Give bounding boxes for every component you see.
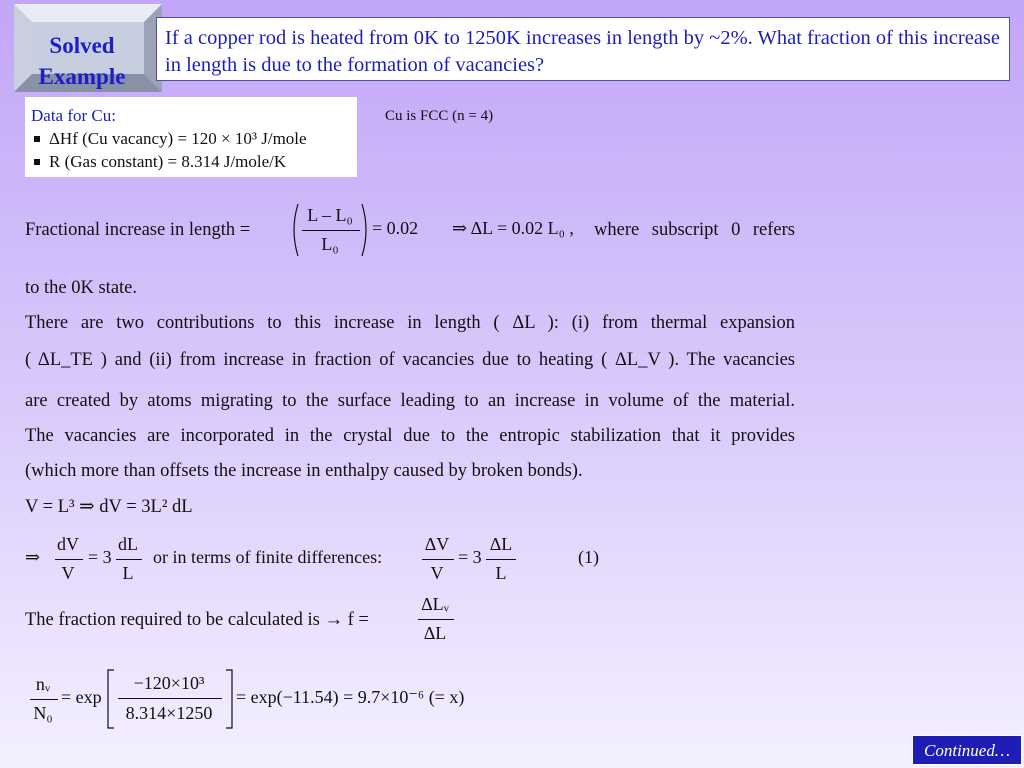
eq1-dv: dV (57, 534, 79, 554)
para-line-5: The vacancies are incorporated in the crystal due to the entropic stabilization that it provides (25, 426, 795, 446)
nv-bar (30, 699, 58, 700)
para-line-3: ( ΔL_TE ) and (ii) from increase in fraction of vacancies due to heating ( ΔL_V ). The vacancies (25, 350, 795, 370)
eq1-bar-3 (422, 559, 454, 560)
nv-inner-denominator: 8.314×1250 (125, 703, 213, 723)
fraction-numerator: ΔLᵥ (421, 594, 449, 614)
data-box (25, 97, 357, 177)
fraction-denominator: ΔL (423, 623, 447, 643)
continued-button[interactable]: Continued… (912, 735, 1022, 765)
nv-numerator: nᵥ (35, 674, 51, 694)
eq1-three: = 3 (88, 547, 112, 567)
eq1-implies: ⇒ (25, 547, 41, 567)
badge-label: Solved Example (38, 33, 126, 89)
nv-result: = exp(−11.54) = 9.7×10⁻⁶ (= x) (236, 687, 465, 707)
frac-inc-bar (302, 230, 360, 231)
data-item-gas-constant: R (Gas constant) = 8.314 J/mole/K (31, 150, 351, 173)
para-line-6: (which more than offsets the increase in enthalpy caused by broken bonds). (25, 461, 583, 481)
eq1-mid-text: or in terms of finite differences: (153, 547, 383, 567)
frac-inc-denominator: L₀ (321, 234, 339, 254)
eq1-bar-1 (55, 559, 83, 560)
eq1-bar-2 (116, 559, 142, 560)
eq1-v2: V (430, 563, 444, 583)
fraction-bar (418, 619, 454, 620)
data-heading: Data for Cu: (31, 106, 116, 125)
nv-inner-numerator: −120×10³ (133, 673, 205, 693)
delta-l-implication: ⇒ ΔL = 0.02 L₀ , (452, 218, 574, 238)
eq1-three-2: = 3 (458, 547, 482, 567)
nv-inner-bar (118, 698, 222, 699)
volume-equation: V = L³ ⇒ dV = 3L² dL (25, 497, 193, 517)
frac-inc-numerator: L – L₀ (307, 205, 353, 225)
para-line-1: to the 0K state. (25, 278, 138, 298)
fraction-label: The fraction required to be calculated is → f = (25, 610, 369, 630)
frac-inc-rhs: = 0.02 (372, 218, 419, 238)
eq1-delta-v: ΔV (424, 534, 450, 554)
question-box: If a copper rod is heated from 0K to 1250K increases in length by ~2%. What fraction of this increase in length is due to the formation of vacancies? (156, 17, 1010, 81)
eq1-number: (1) (578, 547, 599, 567)
para-line-2: There are two contributions to this increase in length ( ΔL ): (i) from thermal expansion (25, 313, 795, 333)
eq1-v: V (61, 563, 75, 583)
solved-example-badge (14, 4, 162, 92)
nv-exp: = exp (61, 687, 102, 707)
nv-denominator: N₀ (33, 703, 53, 723)
frac-inc-tail: where subscript 0 refers (594, 220, 795, 240)
eq1-bar-4 (486, 559, 516, 560)
para-line-4: are created by atoms migrating to the surface leading to an increase in volume of the material. (25, 391, 795, 411)
eq1-delta-l: ΔL (489, 534, 513, 554)
data-item-enthalpy: ΔHf (Cu vacancy) = 120 × 10³ J/mole (31, 127, 351, 150)
eq1-dl: dL (118, 534, 138, 554)
fcc-note: Cu is FCC (n = 4) (385, 108, 494, 124)
frac-inc-label: Fractional increase in length = (25, 220, 251, 240)
eq1-l2: L (495, 563, 507, 583)
eq1-l: L (122, 563, 134, 583)
